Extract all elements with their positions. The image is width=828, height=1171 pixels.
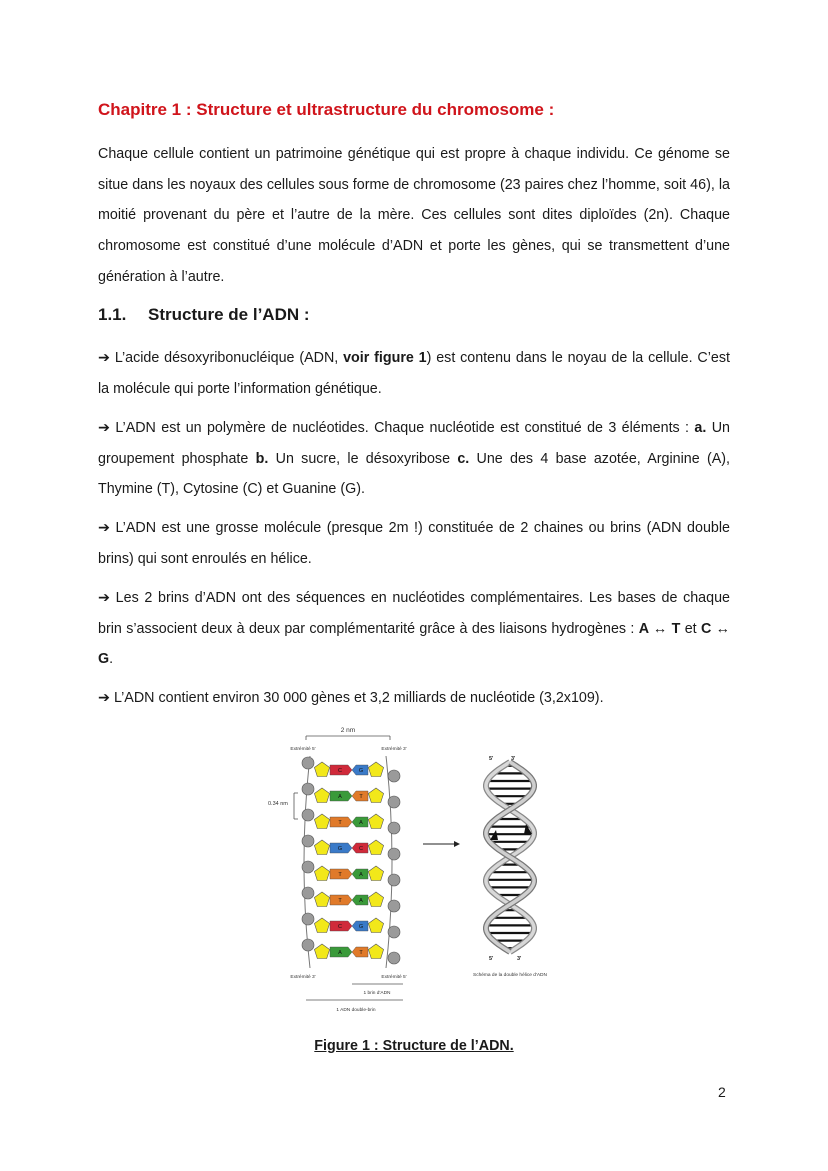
base-right-letter: A <box>359 872 363 879</box>
figure-caption: Figure 1 : Structure de l’ADN. <box>314 1038 514 1054</box>
figure-reference: voir figure 1 <box>343 350 427 366</box>
sugar-left <box>314 892 329 907</box>
phosphate-left <box>302 887 314 899</box>
pair-a-t: A ↔ T <box>638 620 681 637</box>
base-left-letter: C <box>338 924 342 931</box>
base-left-letter: T <box>338 820 342 827</box>
phosphate-right <box>388 900 400 912</box>
sugar-left <box>314 788 329 803</box>
bullet-5 <box>98 683 730 714</box>
phosphate-left <box>302 861 314 873</box>
phosphate-left <box>302 809 314 821</box>
bullet-2-sugar: Un sucre, le désoxyribose <box>268 450 458 467</box>
chapter-title: Chapitre 1 : Structure et ultrastructure du chromosome : <box>98 100 555 119</box>
base-right-letter: T <box>359 794 363 801</box>
phosphate-right <box>388 952 400 964</box>
dna-ladder <box>302 756 400 968</box>
bullet-1 <box>98 343 730 404</box>
bullet-1-text-end: ) est contenu dans le noyau de la cellule. C’est la molécule qui porte l’information génétique. <box>98 350 730 397</box>
arrow-icon: ➔ <box>98 350 110 366</box>
base-right-letter: A <box>359 820 363 827</box>
sugar-left <box>314 944 329 959</box>
phosphate-right <box>388 874 400 886</box>
base-left-letter: C <box>338 768 342 775</box>
bullet-2-phosphate: Un groupement phosphate <box>98 420 730 467</box>
phosphate-left <box>302 939 314 951</box>
sugar-right <box>368 762 383 777</box>
helix-bottom-5-label: 5' <box>489 956 494 962</box>
base-right-letter: G <box>358 924 364 931</box>
base-left-letter: A <box>338 794 342 801</box>
bullet-4-text: Les 2 brins d’ADN ont des séquences en nucléotides complémentaires. Les bases de chaque brin s’associent deux à deux par complémentarité grâce à des liaisons hydrogènes : <box>98 590 730 637</box>
helix-caption: Schéma de la double hélice d'ADN <box>473 973 547 978</box>
section-number: 1.1. <box>98 305 127 324</box>
pair-c-g: C ↔ G <box>98 620 730 668</box>
bullet-2-text: L’ADN est un polymère de nucléotides. Chaque nucléotide est constitué de 3 éléments : <box>115 420 695 436</box>
bullet-3 <box>98 513 730 574</box>
bottom-right-end-label: Extrémité 5' <box>381 975 407 980</box>
helix-top-5-label: 5' <box>489 756 494 762</box>
bottom-left-end-label: Extrémité 3' <box>290 975 316 980</box>
arrow-icon: ➔ <box>98 690 110 706</box>
double-strand-label: 1 ADN double-brin <box>336 1008 376 1013</box>
base-right-letter: C <box>359 846 363 853</box>
bullet-5-text: L’ADN contient environ 30 000 gènes et 3,2 milliards de nucléotide (3,2x109). <box>113 690 604 706</box>
bullet-4-and: et <box>680 620 701 637</box>
sugar-left <box>314 866 329 881</box>
base-left-letter: G <box>337 846 343 853</box>
helix-strand-front-highlight <box>486 762 534 952</box>
phosphate-left <box>302 913 314 925</box>
sugar-right <box>368 944 383 959</box>
base-right-letter: A <box>359 898 363 905</box>
bullet-1-text: L’acide désoxyribonucléique (ADN, <box>114 350 344 366</box>
label-c: c. <box>457 450 470 467</box>
bullet-4-end: . <box>109 651 114 668</box>
spacing-label: 0.34 nm <box>268 801 288 807</box>
page-number: 2 <box>718 1084 726 1100</box>
base-right-letter: G <box>358 768 364 775</box>
dna-structure-figure <box>258 722 578 1022</box>
arrow-head-icon <box>454 841 460 847</box>
sugar-right <box>368 788 383 803</box>
helix-top-3-label: 3' <box>511 756 516 762</box>
base-left-letter: T <box>338 872 342 879</box>
arrow-icon: ➔ <box>98 520 110 536</box>
sugar-right <box>368 840 383 855</box>
phosphate-right <box>388 796 400 808</box>
intro-paragraph: Chaque cellule contient un patrimoine génétique qui est propre à chaque individu. Ce génome se situe dans les noyaux des cellules sous forme de chromosome (23 paires chez l’homme, soit 46), la moitié provenant du père et l’autre de la mère. Ces cellules sont dites diploïdes (2n). Chaque chromosome est constitué d’une molécule d’ADN et porte les gènes, qui se transmettent d’une génération à l’autre. <box>98 146 730 285</box>
base-right-letter: T <box>359 950 363 957</box>
section-title-text: Structure de l’ADN : <box>148 305 310 324</box>
strand-label: 1 brin d'ADN <box>363 991 391 996</box>
label-a: a. <box>694 420 707 436</box>
bullet-3-text: L’ADN est une grosse molécule (presque 2m !) constituée de 2 chaines ou brins (ADN double brins) qui sont enroulés en hélice. <box>98 520 730 567</box>
sugar-right <box>368 814 383 829</box>
sugar-left <box>314 840 329 855</box>
phosphate-left <box>302 835 314 847</box>
phosphate-left <box>302 783 314 795</box>
sugar-right <box>368 918 383 933</box>
sugar-left <box>314 762 329 777</box>
bullet-2 <box>98 413 730 505</box>
double-helix <box>486 762 534 952</box>
bullet-2-bases: Une des 4 base azotée, Arginine (A), Thymine (T), Cytosine (C) et Guanine (G). <box>98 450 730 498</box>
sugar-left <box>314 814 329 829</box>
sugar-left <box>314 918 329 933</box>
phosphate-right <box>388 926 400 938</box>
sugar-right <box>368 866 383 881</box>
helix-bottom-3-label: 3' <box>517 956 522 962</box>
top-right-end-label: Extrémité 3' <box>381 747 407 752</box>
arrow-icon: ➔ <box>98 590 110 606</box>
base-left-letter: T <box>338 898 342 905</box>
phosphate-right <box>388 770 400 782</box>
bullet-4 <box>98 583 730 675</box>
phosphate-right <box>388 848 400 860</box>
base-left-letter: A <box>338 950 342 957</box>
top-left-end-label: Extrémité 5' <box>290 747 316 752</box>
width-label: 2 nm <box>340 727 356 734</box>
section-title <box>98 305 310 325</box>
phosphate-right <box>388 822 400 834</box>
label-b: b. <box>255 450 269 467</box>
sugar-right <box>368 892 383 907</box>
arrow-icon: ➔ <box>98 420 110 436</box>
phosphate-left <box>302 757 314 769</box>
